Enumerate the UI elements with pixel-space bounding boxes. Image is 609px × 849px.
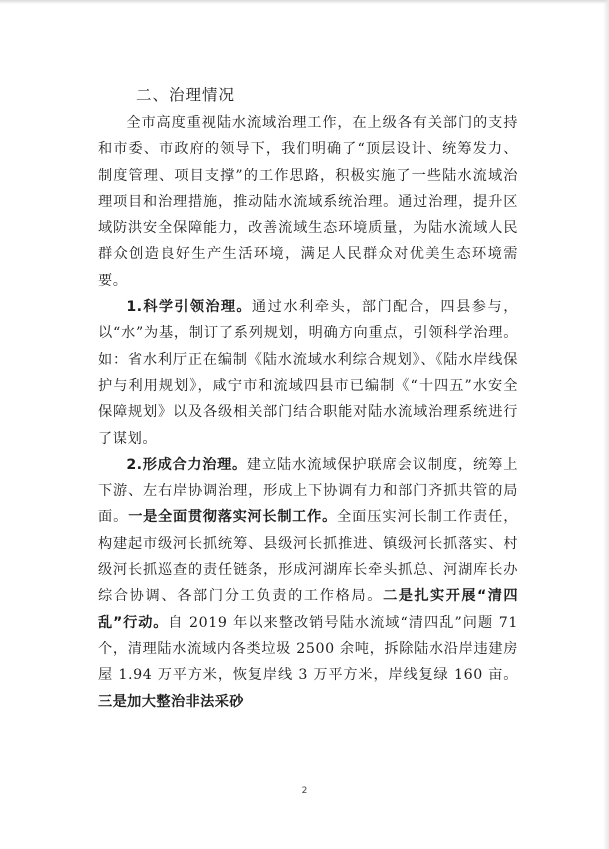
paragraph-title-science-guided: 1.科学引领治理。	[126, 299, 252, 316]
paragraph-joint-governance	[98, 452, 518, 715]
document-body	[98, 84, 518, 715]
subpoint-title-four-chaos: 二是扎实开展“清四乱”行动。	[98, 588, 518, 631]
paragraph-body-joint-governance: 建立陆水流域保护联席会议制度，统筹上下游、左右岸协调治理，形成上下协调有力和部门齐抓共管的局面。	[98, 456, 518, 526]
intro-paragraph: 全市高度重视陆水流域治理工作，在上级各有关部门的支持和市委、市政府的领导下，我们明确了“顶层设计、统筹发力、制度管理、项目支撑”的工作思路，积极实施了一些陆水流域治理项目和治理措施，推动陆水流域系统治理。通过治理，提升区域防洪安全保障能力，改善流域生态环境质量，为陆水流域人民群众创造良好生产生活环境，满足人民群众对优美生态环境需要。	[98, 115, 518, 289]
paragraph-title-joint-governance: 2.形成合力治理。	[126, 456, 247, 473]
page-right-edge	[603, 0, 609, 849]
subpoint-body-four-chaos: 自 2019 年以来整改销号陆水流域“清四乱”问题 71 个，清理陆水流域内各类垃圾 2500 余吨，拆除陆水沿岸违建房屋 1.94 万平方米，恢复岸线 3 万平方米，岸线复绿 160 亩。	[98, 614, 518, 684]
section-heading: 二、治理情况	[136, 86, 236, 104]
page-number: 2	[301, 786, 308, 796]
paragraph-science-guided	[98, 294, 518, 452]
page-top-edge	[0, 0, 609, 4]
subpoint-body-river-chief: 全面压实河长制工作责任，构建起市级河长抓统筹、县级河长抓推进、镇级河长抓落实、村级河长抓巡查的责任链条，形成河湖库长牵头抓总、河湖库长办综合协调、各部门分工负责的工作格局。	[98, 509, 519, 605]
subpoint-title-river-chief: 一是全面贯彻落实河长制工作。	[128, 509, 337, 526]
subpoint-title-illegal-sand: 三是加大整治非法采砂	[98, 693, 244, 710]
paragraph-body-science-guided: 通过水利牵头，部门配合，四县参与，以“水”为基，制订了系列规划，明确方向重点，引领科学治理。如：省水利厅正在编制《陆水流域水利综合规划》、《陆水岸线保护与利用规划》，咸宁市和流域四县市已编制《“十四五”水安全保障规划》以及各级相关部门结合职能对陆水流域治理系统进行了谋划。	[98, 299, 518, 447]
